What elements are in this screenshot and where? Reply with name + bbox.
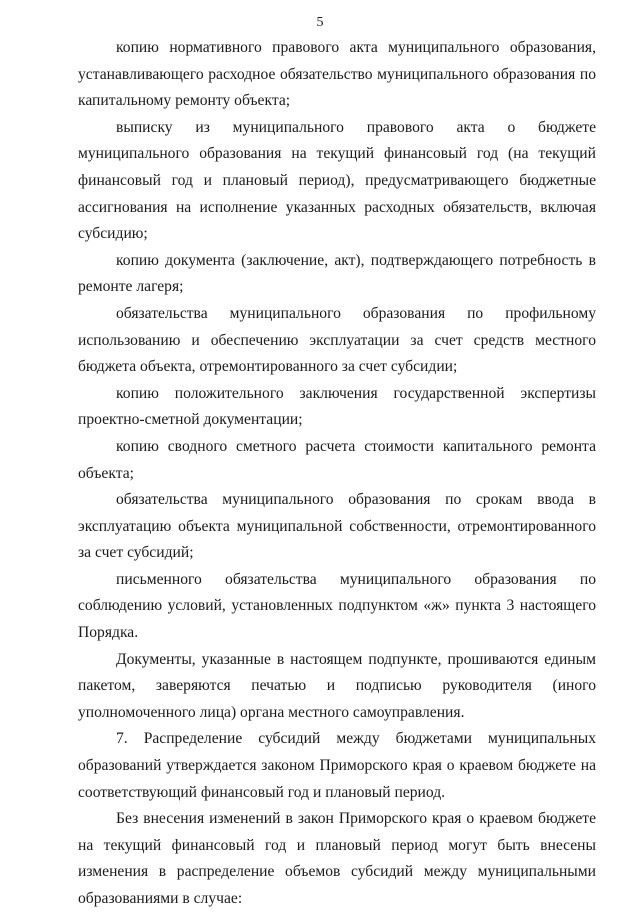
paragraph: копию документа (заключение, акт), подтверждающего потребность в ремонте лагеря; — [78, 251, 596, 296]
paragraph: 7. Распределение субсидий между бюджетами муниципальных образований утверждается законом Приморского края о краевом бюджете на соответствующий финансовый год и плановый период. — [78, 730, 596, 801]
page-number: 5 — [316, 15, 324, 30]
paragraph: Документы, указанные в настоящем подпункте, прошиваются единым пакетом, заверяются печатью и подписью руководителя (иного уполномоченного лица) органа местного самоуправления. — [78, 650, 596, 721]
paragraph: Без внесения изменений в закон Приморского края о краевом бюджете на текущий финансовый год и плановый период могут быть внесены изменения в распределение объемов субсидий между муниципальными образованиями в случае: — [78, 810, 596, 907]
paragraph: обязательства муниципального образования по профильному использованию и обеспечению эксплуатации за счет средств местного бюджета объекта, отремонтированного за счет субсидии; — [78, 304, 596, 376]
paragraph: копию сводного сметного расчета стоимости капитального ремонта объекта; — [78, 437, 596, 482]
paragraph: копию нормативного правового акта муниципального образования, устанавливающего расходное обязательство муниципального образования по капитальному ремонту объекта; — [78, 39, 596, 110]
paragraph: обязательства муниципального образования по срокам ввода в эксплуатацию объекта муниципальной собственности, отремонтированного за счет субсидий; — [78, 491, 596, 562]
paragraph: копию положительного заключения государственной экспертизы проектно-сметной документации; — [78, 384, 596, 429]
paragraph: выписку из муниципального правового акта о бюджете муниципального образования на текущий финансовый год (на текущий финансовый год и плановый период), предусматривающего бюджетные ассигнования на исполнение указанных расходных обязательств, включая субсидию; — [78, 118, 596, 243]
paragraph: письменного обязательства муниципального образования по соблюдению условий, установленных подпунктом «ж» пункта 3 настоящего Порядка. — [78, 570, 596, 642]
document-body — [78, 35, 596, 913]
